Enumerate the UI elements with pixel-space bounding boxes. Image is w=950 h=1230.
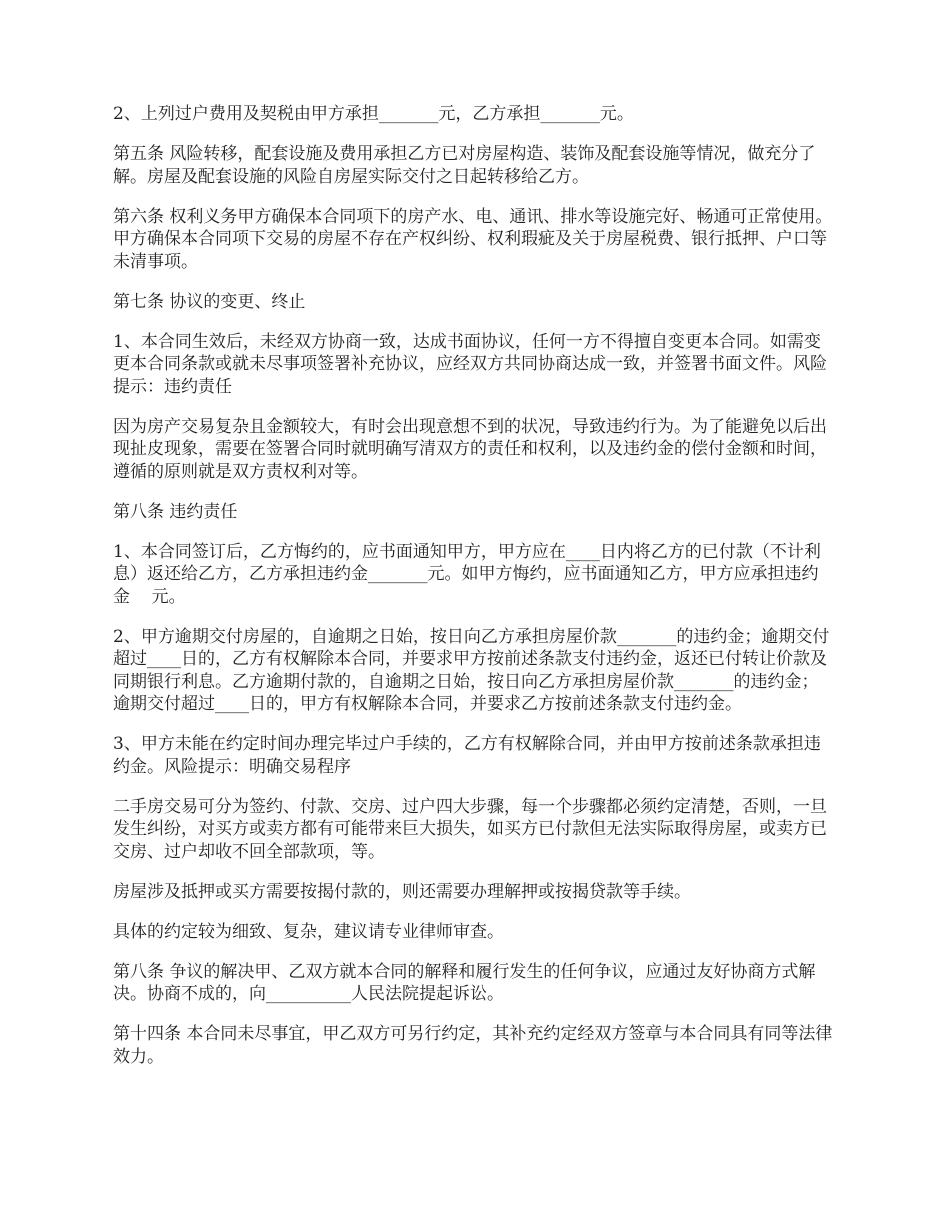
paragraph-article-8-clause-3: 3、甲方未能在约定时间办理完毕过户手续的，乙方有权解除合同，并由甲方按前述条款承担违约金。风险提示：明确交易程序 — [113, 734, 821, 777]
paragraph-mortgage-note: 房屋涉及抵押或买方需要按揭付款的，则还需要办理解押或按揭贷款等手续。 — [113, 881, 691, 902]
paragraph-article-14: 第十四条 本合同未尽事宜，甲乙双方可另行约定，其补充约定经双方签章与本合同具有同等法律效力。 — [113, 1024, 833, 1067]
document-page — [113, 103, 835, 1086]
paragraph-article-8-clause-2: 2、甲方逾期交付房屋的，自逾期之日始，按日向乙方承担房屋价款_______的违约金；逾期交付超过____日的，乙方有权解除本合同，并要求甲方按前述条款支付违约金，返还已付转让价款及同期银行利息。乙方逾期付款的，自逾期之日始，按日向乙方承担房屋价款_______的违约金；逾期交付超过____日的，甲方有权解除本合同，并要求乙方按前述条款支付违约金。 — [113, 626, 830, 714]
heading-article-7: 第七条 协议的变更、终止 — [113, 291, 306, 312]
paragraph-article-5-risk-transfer: 第五条 风险转移，配套设施及费用承担乙方已对房屋构造、装饰及配套设施等情况，做充分了解。房屋及配套设施的风险自房屋实际交付之日起转移给乙方。 — [113, 144, 816, 187]
paragraph-transfer-fees: 2、上列过户费用及契税由甲方承担_______元，乙方承担_______元。 — [113, 104, 634, 124]
paragraph-article-7-clause-1: 1、本合同生效后，未经双方协商一致，达成书面协议，任何一方不得擅自变更本合同。如需变更本合同条款或就未尽事项签署补充协议，应经双方共同协商达成一致，并签署书面文件。风险提示：违约责任 — [113, 331, 827, 397]
paragraph-transaction-steps: 二手房交易可分为签约、付款、交房、过户四大步骤，每一个步骤都必须约定清楚，否则，一旦发生纠纷，对买方或卖方都有可能带来巨大损失，如买方已付款但无法实际取得房屋，或卖方已交房、过户却收不回全部款项，等。 — [113, 796, 827, 862]
paragraph-breach-explanation: 因为房产交易复杂且金额较大，有时会出现意想不到的状况，导致违约行为。为了能避免以后出现扯皮现象，需要在签署合同时就明确写清双方的责任和权利，以及违约金的偿付金额和时间，遵循的原则就是双方责权利对等。 — [113, 416, 827, 482]
heading-article-8-breach: 第八条 违约责任 — [113, 501, 238, 522]
paragraph-lawyer-advice: 具体的约定较为细致、复杂，建议请专业律师审查。 — [113, 921, 504, 942]
paragraph-article-6-rights-obligations: 第六条 权利义务甲方确保本合同项下的房产水、电、通讯、排水等设施完好、畅通可正常使用。甲方确保本合同项下交易的房屋不存在产权纠纷、权利瑕疵及关于房屋税费、银行抵押、户口等未清事项。 — [113, 206, 833, 272]
paragraph-dispute-resolution: 第八条 争议的解决甲、乙双方就本合同的解释和履行发生的任何争议，应通过友好协商方式解决。协商不成的，向__________人民法院提起诉讼。 — [113, 961, 816, 1004]
paragraph-article-8-clause-1: 1、本合同签订后，乙方悔约的，应书面通知甲方，甲方应在____日内将乙方的已付款（不计利息）返还给乙方，乙方承担违约金_______元。如甲方悔约，应书面通知乙方，甲方应承担违约金 元。 — [113, 541, 821, 607]
